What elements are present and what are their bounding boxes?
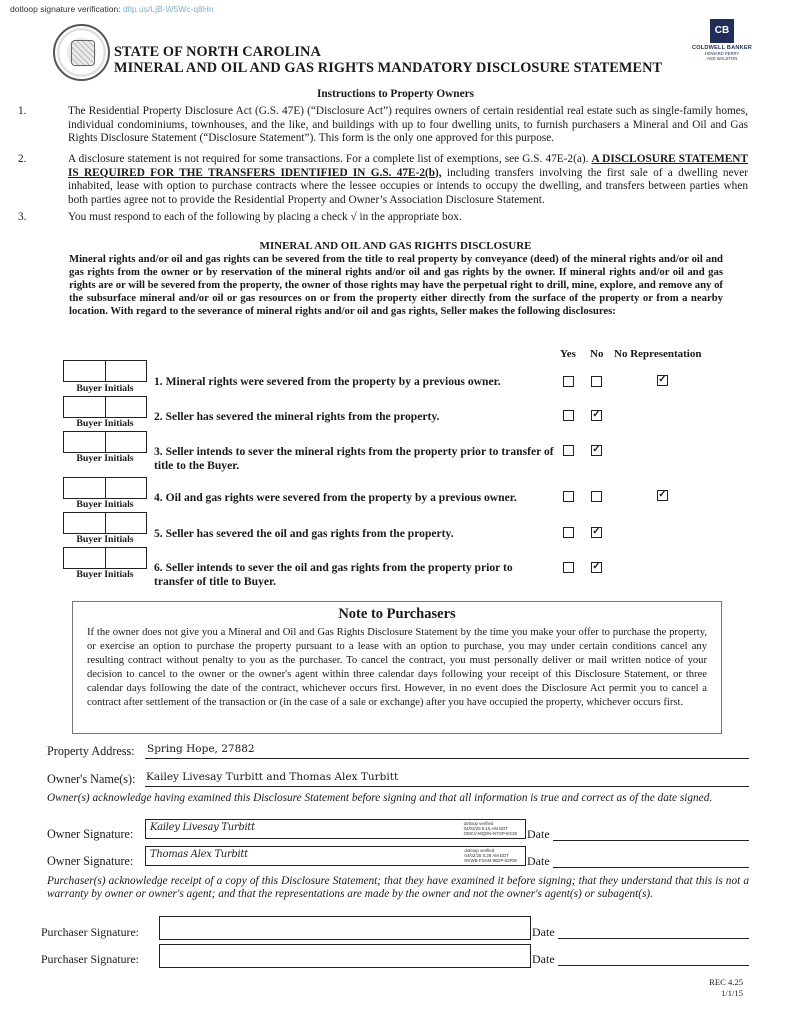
disclosure-title: MINERAL AND OIL AND GAS RIGHTS DISCLOSURE [259,240,532,252]
instruction-item-3: 3. You must respond to each of the following by placing a check √ in the appropriate box. [18,211,462,223]
logo-sub-1: HOWARD PERRY [704,51,740,56]
purchaser-signature-label: Purchaser Signature: [41,952,139,966]
coldwell-banker-logo-icon [682,19,762,61]
owner-signature-label: Owner Signature: [47,827,134,841]
verification-link[interactable]: dtlp.us/LjB-W5Wc-q8Hn [122,4,214,14]
form-code: REC 4.25 [709,977,743,987]
q3-yes-checkbox[interactable] [563,445,574,456]
buyer-initials-box-4[interactable] [63,477,147,499]
initials-cell[interactable] [106,478,147,498]
required-transfers-notice: A DISCLOSURE STATEMENT IS REQUIRED FOR THE TRANSFERS IDENTIFIED IN G.S. 47E-2(b), [68,153,748,179]
buyer-initials-box-3[interactable] [63,431,147,453]
question-5: 5. Seller has severed the oil and gas rights from the property. [154,527,454,540]
column-no: No [590,348,604,360]
dotloop-stamp-1: dotloop verified 04/02/25 6:15 AM EDT OMCV-MQDN-N7OP-EX29 [463,821,517,836]
owner-date-field-1[interactable] [553,827,749,841]
buyer-initials-label: Buyer Initials [76,453,134,464]
note-to-purchasers [72,601,722,734]
owner-signature-1: Kailey Livesay Turbitt [150,822,255,833]
initials-cell[interactable] [64,397,106,417]
title-line-2: MINERAL AND OIL AND GAS RIGHTS MANDATORY DISCLOSURE STATEMENT [114,60,663,76]
initials-cell[interactable] [106,513,147,533]
purchaser-signature-box-1[interactable] [159,916,531,940]
q5-no-checkbox[interactable]: ✓ [592,526,601,537]
property-address-value: Spring Hope, 27882 [147,743,255,755]
form-footer [709,977,743,999]
disclosure-paragraph: Mineral rights and/or oil and gas rights can be severed from the title to real property by conveyance (deed) of the mineral rights and/or oil and gas rights from the owner or by reservation of the mineral rights and/or oil and gas rights by the owner. If mineral rights and/or oil and gas rights are or will be severed from the property, the owner of those rights may have the perpetual right to drill, mine, explore, and remove any of the subsurface mineral and/or oil or gas resources on or from the property either directly from the surface of the property or from a nearby location. With regard to the severance of mineral rights and/or oil and gas rights, Seller makes the following disclosures: [69,253,723,317]
question-4: 4. Oil and gas rights were severed from the property by a previous owner. [154,491,517,504]
owner-names-label: Owner's Name(s): [47,772,136,786]
owner-date-field-2[interactable] [553,854,749,868]
q4-no-checkbox[interactable] [591,491,602,502]
initials-cell[interactable] [106,548,147,568]
buyer-initials-box-6[interactable] [63,547,147,569]
q1-yes-checkbox[interactable] [563,376,574,387]
column-no-representation: No Representation [614,348,702,360]
owner-date-label-1: Date [527,827,550,841]
q1-no-checkbox[interactable] [591,376,602,387]
instruction-item-1: 1. The Residential Property Disclosure Act (G.S. 47E) (“Disclosure Act”) requires owners of certain residential real estate such as single-family homes, individual condominiums, townhouses, and the like, and buildings with up to four dwelling units, to furnish purchasers a Mineral and Oil and Gas Rights Disclosure Statement (“Disclosure Statement”). This form is the only one approved for this purpose. [18,105,748,144]
note-text: If the owner does not give you a Mineral and Oil and Gas Rights Disclosure Statement by the time you make your offer to purchase the property, or exercise an option to purchase the property pursuant to a lease with an option to purchase, you may under certain conditions cancel any resulting contract without penalty to you as the purchaser. To cancel the contract, you must personally deliver or mail written notice of your decision to cancel to the owner or the owner's agent within three calendar days following your receipt of this Disclosure Statement, or three calendar days following the date of the contract, whichever occurs first. However, in no event does the Disclosure Act permit you to cancel a contract after settlement of the transaction or (in the case of a sale or exchange) after you have occupied the property, whichever occurs first. [87,627,707,708]
buyer-initials-box-5[interactable] [63,512,147,534]
owner-signature-2: Thomas Alex Turbitt [150,849,248,860]
question-1: 1. Mineral rights were severed from the property by a previous owner. [154,375,501,388]
question-3: 3. Seller intends to sever the mineral rights from the property prior to transfer of title to the Buyer. [154,445,554,472]
q1-no-representation-checkbox[interactable]: ✓ [658,374,667,385]
initials-cell[interactable] [64,478,106,498]
column-yes: Yes [560,348,576,360]
buyer-initials-box-2[interactable] [63,396,147,418]
initials-cell[interactable] [64,548,106,568]
purchaser-signature-box-2[interactable] [159,944,531,968]
owner-acknowledgment: Owner(s) acknowledge having examined this Disclosure Statement before signing and that all information is true and correct as of the date signed. [47,792,713,804]
instructions-title: Instructions to Property Owners [317,88,474,100]
question-6: 6. Seller intends to sever the oil and gas rights from the property prior to transfer of title to Buyer. [154,561,513,588]
question-2: 2. Seller has severed the mineral rights from the property. [154,410,440,423]
buyer-initials-box-1[interactable] [63,360,147,382]
document-title [114,44,662,76]
q4-no-representation-checkbox[interactable]: ✓ [658,489,667,500]
buyer-initials-label: Buyer Initials [76,418,134,429]
q4-yes-checkbox[interactable] [563,491,574,502]
property-address-label: Property Address: [47,744,135,758]
owner-signature-box-2[interactable] [145,846,526,866]
initials-cell[interactable] [64,432,106,452]
purchaser-date-field-1[interactable] [558,925,749,939]
buyer-initials-label: Buyer Initials [76,534,134,545]
initials-cell[interactable] [106,397,147,417]
buyer-initials-label: Buyer Initials [76,569,134,580]
title-line-1: STATE OF NORTH CAROLINA [114,44,321,60]
owner-signature-box-1[interactable] [145,819,526,839]
owner-signature-label: Owner Signature: [47,854,134,868]
owner-date-label-2: Date [527,854,550,868]
dotloop-stamp-2: dotloop verified 04/02/25 6:28 AM EDT RKWB-FSAM-9B2P-52RW [464,848,517,863]
purchaser-date-field-2[interactable] [558,952,749,966]
nc-seal-icon [53,24,110,81]
initials-cell[interactable] [106,361,147,381]
initials-cell[interactable] [106,432,147,452]
logo-sub-2: AND WALSTON [706,56,738,61]
instruction-item-2: 2. A disclosure statement is not required for some transactions. For a complete list of exemptions, see G.S. 47E-2(a). A DISCLOSURE STATEMENT IS REQUIRED FOR THE TRANSFERS IDENTIFIED IN G.S. 47E-2(b), including transfers involving the first sale of a dwelling never inhabited, lease with option to purchase contracts where the lessee occupies or intends to occupy the dwelling, and transfers between parties when both parties agree not to provide the Residential Property and Owner’s Association Disclosure Statement. [18,153,748,206]
form-date: 1/1/15 [721,988,743,998]
cb-mark: CB [710,19,734,43]
q2-no-checkbox[interactable]: ✓ [592,409,601,420]
q2-yes-checkbox[interactable] [563,410,574,421]
q6-no-checkbox[interactable]: ✓ [592,561,601,572]
purchaser-signature-label: Purchaser Signature: [41,925,139,939]
logo-brand: COLDWELL BANKER [691,45,753,51]
owner-names-value: Kailey Livesay Turbitt and Thomas Alex Turbitt [146,771,399,783]
q5-yes-checkbox[interactable] [563,527,574,538]
dotloop-verification [10,4,214,14]
purchaser-date-label-2: Date [532,952,555,966]
q3-no-checkbox[interactable]: ✓ [592,444,601,455]
buyer-initials-label: Buyer Initials [76,383,134,394]
note-title: Note to Purchasers [338,606,456,622]
purchaser-date-label-1: Date [532,925,555,939]
initials-cell[interactable] [64,361,106,381]
buyer-initials-label: Buyer Initials [76,499,134,510]
q6-yes-checkbox[interactable] [563,562,574,573]
verification-label: dotloop signature verification: [10,4,121,14]
purchaser-acknowledgment: Purchaser(s) acknowledge receipt of a copy of this Disclosure Statement; that they have examined it before signing; that they understand that this is not a warranty by owner or owner's agent; and that the representations are made by the owner and not the owner's agent(s) or subagent(s). [47,875,749,900]
initials-cell[interactable] [64,513,106,533]
